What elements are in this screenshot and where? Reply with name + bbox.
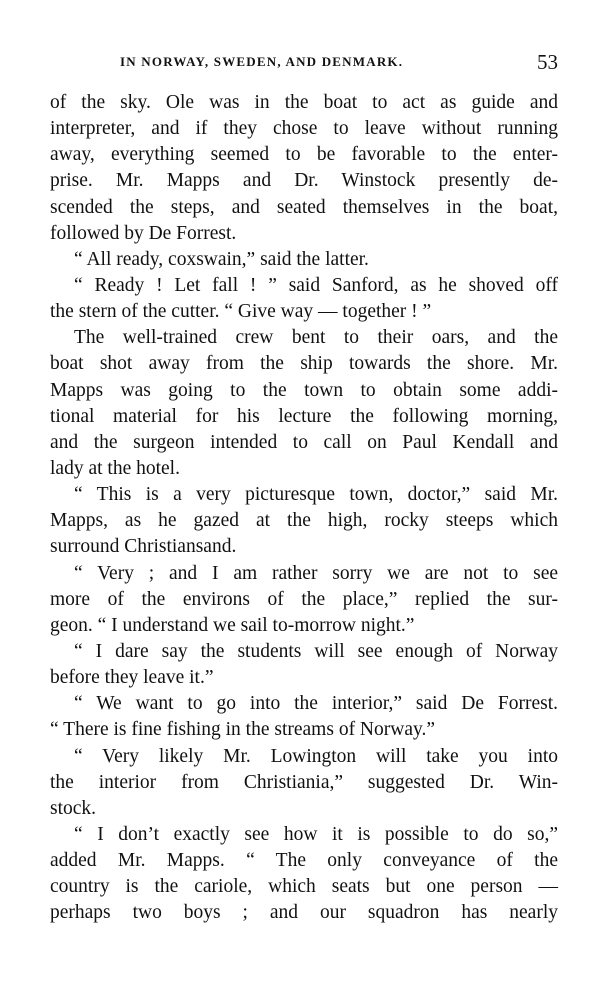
text-line: more of the environs of the place,” replied the sur- <box>50 588 558 610</box>
text-line: “ I don’t exactly see how it is possible to do so,” <box>74 823 558 845</box>
text-line: interpreter, and if they chose to leave without running <box>50 118 558 140</box>
text-line: away, everything seemed to be favorable to the enter- <box>50 144 558 166</box>
text-line: before they leave it.” <box>50 667 214 689</box>
text-line: “ Ready ! Let fall ! ” said Sanford, as he shoved off <box>74 274 558 296</box>
text-line: prise. Mr. Mapps and Dr. Winstock presently de- <box>50 170 558 192</box>
text-line: of the sky. Ole was in the boat to act as guide and <box>50 92 558 113</box>
text-line: the stern of the cutter. “ Give way — together ! ” <box>50 301 432 323</box>
text-line: followed by De Forrest. <box>50 222 237 244</box>
text-line: “ Very ; and I am rather sorry we are not to see <box>74 562 558 584</box>
text-line: “ I dare say the students will see enough of Norway <box>74 640 558 662</box>
text-line: and the surgeon intended to call on Paul Kendall and <box>50 431 558 453</box>
text-line: “ Very likely Mr. Lowington will take you into <box>74 745 558 767</box>
text-line: scended the steps, and seated themselves in the boat, <box>50 196 558 218</box>
text-line: “ This is a very picturesque town, doctor,” said Mr. <box>74 484 558 506</box>
text-line: stock. <box>50 797 97 819</box>
body-text <box>50 90 558 927</box>
text-line: lady at the hotel. <box>50 457 180 479</box>
text-line: geon. “ I understand we sail to-morrow night.” <box>50 614 415 636</box>
text-line: Mapps, as he gazed at the high, rocky steeps which <box>50 510 558 532</box>
page-number: 53 <box>537 50 558 74</box>
running-head: IN NORWAY, SWEDEN, AND DENMARK. <box>120 54 404 69</box>
text-line: “ There is fine fishing in the streams of Norway.” <box>50 719 436 741</box>
text-line: boat shot away from the ship towards the shore. Mr. <box>50 353 558 375</box>
text-line: added Mr. Mapps. “ The only conveyance of the <box>50 850 558 872</box>
text-line: “ We want to go into the interior,” said De Forrest. <box>74 693 558 715</box>
text-line: “ All ready, coxswain,” said the latter. <box>74 248 369 270</box>
text-line: perhaps two boys ; and our squadron has nearly <box>50 902 558 924</box>
page-header <box>50 50 558 78</box>
text-line: Mapps was going to the town to obtain some addi- <box>50 379 558 401</box>
text-line: tional material for his lecture the following morning, <box>50 405 558 427</box>
text-line: surround Christiansand. <box>50 536 237 558</box>
text-line: the interior from Christiania,” suggested Dr. Win- <box>50 771 558 793</box>
text-line: The well-trained crew bent to their oars, and the <box>74 327 558 349</box>
text-line: country is the cariole, which seats but one person — <box>50 876 558 898</box>
